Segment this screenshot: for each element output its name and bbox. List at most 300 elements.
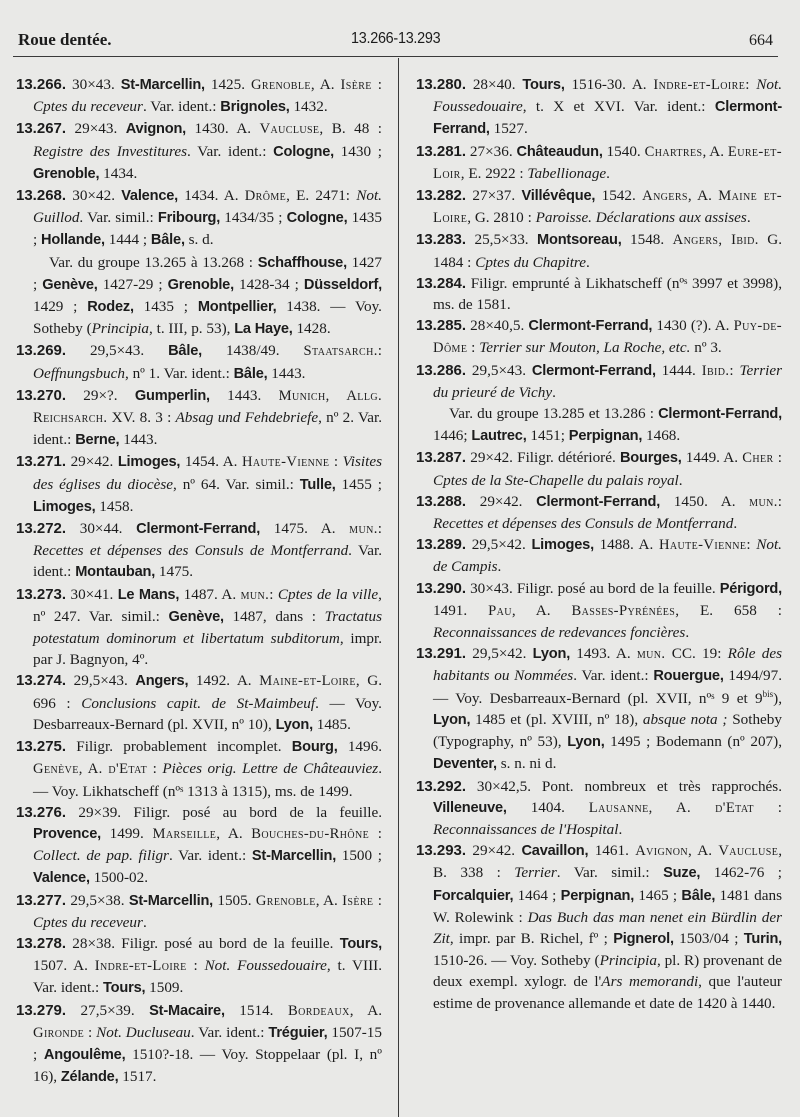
entry-text: 1462-76 ; <box>700 864 782 882</box>
entry-text: 1435 ; <box>133 298 198 316</box>
entry-text: , pl. R) provenant de deux exempl. xylogr. de l' <box>433 952 782 991</box>
entry-text: 28×38. Filigr. posé au bord de la feuille. <box>66 934 340 952</box>
source-title: Paroisse. Déclarations aux assises <box>535 209 747 227</box>
entry-text: 1430 ; <box>333 142 382 160</box>
place-name: Rouergue, <box>653 668 724 685</box>
entry-text: 29,5×43. <box>466 361 532 379</box>
variant-note <box>416 403 782 447</box>
entry-text: 1430 (?). A. <box>652 317 734 335</box>
place-name: Schaffhouse, <box>257 254 347 271</box>
place-name: Valence, <box>33 870 90 887</box>
entry-text: CC. 19: <box>665 645 728 663</box>
entry-text: . <box>678 471 683 489</box>
entry-text: 1461. <box>588 842 636 860</box>
entry-text: , impr. par B. Richel, fº ; <box>449 929 614 947</box>
place-name: Forcalquier, <box>433 887 514 904</box>
entry-text: : <box>269 585 278 603</box>
place-name: Bâle, <box>681 887 716 904</box>
place-name: Genève, <box>42 276 98 293</box>
entry-text: : <box>147 760 163 778</box>
entry-number: 13.276. <box>16 803 67 821</box>
entry-number: 13.278. <box>16 934 67 952</box>
page-header <box>13 26 778 57</box>
entry-text: 29,5×43. <box>66 672 136 690</box>
place-name: Villeneuve, <box>433 799 507 816</box>
archive-name: Basses-Pyrénées <box>571 602 676 619</box>
entry-text: : <box>773 449 782 467</box>
source-title: Rôle des habitants ou Nommées <box>433 645 782 685</box>
entry-number: 13.268. <box>16 187 67 205</box>
source-title: Visites des églises du diocèse <box>33 453 382 493</box>
entry-text: . <box>497 558 502 576</box>
archive-name: Indre-et-Loire <box>94 958 187 975</box>
entry-text: 30×44. <box>66 520 137 538</box>
entry-number: 13.286. <box>416 361 467 379</box>
source-title: Recettes et dépenses des Consuls de Montferrand <box>433 515 734 533</box>
entry-text: . Var. ident.: <box>573 667 654 685</box>
archive-name: Staatsarch. <box>303 343 378 360</box>
entry-text: 1464 ; <box>513 886 561 904</box>
catalogue-entry <box>16 1000 382 1089</box>
entry-number: 13.272. <box>16 520 67 538</box>
place-name: Le Mans, <box>117 586 180 603</box>
source-title: Not. Foussedouaire <box>433 76 782 116</box>
entry-text: 1487, dans : <box>223 607 325 625</box>
entry-text: 28×40,5. <box>466 317 529 335</box>
place-name: Genève, <box>168 608 224 625</box>
archive-name: Genève, A. d'Etat <box>33 761 148 778</box>
catalogue-entry <box>416 74 782 141</box>
archive-name: Marseille <box>152 825 217 842</box>
entry-text: : <box>745 76 757 93</box>
entry-text: : <box>371 76 382 93</box>
entry-text: 1434. A. <box>178 187 245 205</box>
source-title: Terrier du prieuré de Vichy <box>433 361 782 401</box>
entry-text: 1507-15 ; <box>33 1023 382 1063</box>
catalogue-entry <box>16 802 382 890</box>
entry-text: 29×?. <box>66 386 135 404</box>
place-name: Lyon, <box>275 716 313 733</box>
place-name: Bâle, <box>150 232 185 249</box>
place-name: Grenoble, <box>167 276 234 293</box>
place-name: Perpignan, <box>560 887 635 904</box>
entry-text: XV. 8. 3 : <box>107 409 176 427</box>
entry-text: 1488. A. <box>593 536 659 554</box>
place-name: Périgord, <box>719 580 782 597</box>
catalogue-entry <box>416 534 782 577</box>
source-title: Collect. de pap. filigr <box>33 847 169 865</box>
entry-text: ), <box>773 689 782 707</box>
archive-name: Ibid. <box>701 362 730 379</box>
entry-text: , t. VIII. Var. ident.: <box>33 957 382 997</box>
entry-text: . Var. ident.: <box>190 1023 269 1041</box>
place-name: Montpellier, <box>197 299 277 316</box>
archive-name: Maine-et-Loire <box>259 673 356 690</box>
entry-number: 13.284. <box>416 274 467 292</box>
catalogue-entry <box>416 643 782 775</box>
archive-name: Chartres <box>644 143 703 160</box>
catalogue-entry <box>16 933 382 1000</box>
source-title: Not. Ducluseau <box>96 1023 191 1041</box>
catalogue-entry <box>416 840 782 1014</box>
archive-name: Maine et-Loire <box>433 188 782 227</box>
source-title: Pièces orig. Lettre de Châteauviez <box>162 760 379 778</box>
catalogue-entry <box>16 584 382 671</box>
entry-text: 1458. <box>95 497 134 515</box>
entry-text: 1428. <box>292 320 331 338</box>
entry-text: . <box>618 820 623 838</box>
entry-text: 1449. A. <box>681 449 743 467</box>
entry-text: , t. III, p. 53), <box>149 320 235 338</box>
entry-text: 29×39. Filigr. posé au bord de la feuille. <box>66 803 382 821</box>
archive-name: mun. <box>636 646 666 663</box>
catalogue-entry <box>16 118 382 185</box>
entry-text: , E. 2471: <box>286 187 357 205</box>
place-name: St-Macaire, <box>149 1002 225 1019</box>
entry-text: 29×42. Filigr. détérioré. <box>466 449 620 467</box>
place-name: Tulle, <box>299 476 336 493</box>
place-name: Clermont-Ferrand, <box>658 406 782 423</box>
entry-text: , A. <box>310 76 341 93</box>
entry-text: : <box>329 453 343 471</box>
entry-number: 13.271. <box>16 453 67 471</box>
entry-text: : <box>729 361 740 379</box>
archive-name: Isère <box>342 892 374 909</box>
archive-name: Vaucluse <box>718 843 779 860</box>
right-column <box>416 74 782 1014</box>
place-name: Rodez, <box>87 299 134 316</box>
entry-text: Var. du groupe 13.265 à 13.268 : <box>49 253 258 271</box>
catalogue-entry <box>416 315 782 359</box>
entry-text: 1475. A. <box>260 520 350 538</box>
entry-text: , B. 48 : <box>319 120 382 138</box>
place-name: Berne, <box>75 432 120 449</box>
place-name: Deventer, <box>433 756 497 773</box>
entry-number: 13.266. <box>16 76 67 93</box>
entry-text: Var. du groupe 13.285 et 13.286 : <box>449 405 659 423</box>
entry-text: 1485 et (pl. XVIII, nº 18), <box>470 710 643 728</box>
source-title: Cptes de la ville <box>277 585 379 603</box>
place-name: Provence, <box>33 825 101 842</box>
catalogue-entry <box>416 141 782 185</box>
place-name: Bourges, <box>619 450 682 467</box>
place-name: Limoges, <box>531 537 594 554</box>
entry-text: . <box>685 624 690 642</box>
entry-text: 27,5×39. <box>66 1001 150 1019</box>
place-name: Lyon, <box>433 711 471 728</box>
place-name: Lautrec, <box>471 428 527 445</box>
entry-number: 13.290. <box>416 579 467 597</box>
entry-text: , A. <box>687 187 719 205</box>
source-title: Ars memorandi <box>601 973 699 991</box>
entry-text: 1510-26. — Voy. Sotheby ( <box>433 952 600 970</box>
entry-text: 1438. — Voy. Sotheby ( <box>33 298 382 338</box>
place-name: Zélande, <box>60 1069 119 1086</box>
entry-text: 1540. <box>602 142 645 160</box>
entry-text: 1500 ; <box>336 847 382 865</box>
place-name: Suze, <box>663 865 701 882</box>
archive-name: mun. <box>240 586 270 603</box>
catalogue-entry <box>416 578 782 644</box>
entry-text: 1499. <box>100 824 153 842</box>
left-column <box>16 74 382 1088</box>
entry-text: . Var. ident.: <box>33 542 383 581</box>
place-name: Grenoble, <box>33 165 100 182</box>
entry-text: 1430. A. <box>186 120 260 138</box>
place-name: Châteaudun, <box>516 143 603 160</box>
place-name: Cavaillon, <box>521 843 589 860</box>
entry-text: , que l'auteur estime de provenance allemande et date de 1420 à 1440. <box>433 973 782 1012</box>
entry-text: 1443. <box>209 386 279 404</box>
place-name: Montsoreau, <box>537 232 622 249</box>
entry-text: 1527. <box>489 120 528 138</box>
place-name: Perpignan, <box>568 428 643 445</box>
entry-text: , nº 1. Var. ident.: <box>124 364 234 382</box>
place-name: Düsseldorf, <box>303 276 383 293</box>
entry-text: s. d. <box>184 231 214 249</box>
catalogue-entry <box>416 273 782 315</box>
entry-text: 30×41. <box>66 585 118 603</box>
entry-text: 29×43. <box>66 120 126 138</box>
entry-text: : <box>84 1023 97 1041</box>
entry-text: 1428-34 ; <box>233 275 304 293</box>
archive-name: Cher <box>742 450 774 467</box>
entry-text: : <box>746 536 757 554</box>
entry-text: 25,5×33. <box>466 231 538 249</box>
archive-name: Bordeaux <box>287 1002 350 1019</box>
place-name: Clermont-Ferrand, <box>528 318 653 335</box>
catalogue-entry <box>16 74 382 118</box>
archive-name: Vaucluse <box>259 121 320 138</box>
entry-text: , nº 2. Var. ident.: <box>33 409 382 449</box>
entry-text: 1427-29 ; <box>97 275 168 293</box>
place-name: Bourg, <box>291 739 338 756</box>
place-name: Bâle, <box>233 365 268 382</box>
place-name: St-Marcellin, <box>128 892 214 909</box>
archive-name: Grenoble <box>255 892 316 909</box>
source-title: absque nota ; <box>642 710 728 728</box>
entry-text: 1496. <box>337 738 383 756</box>
entry-text: 1444. <box>655 361 702 379</box>
entry-text: : <box>467 339 480 357</box>
source-title: Tractatus potestatum dominorum et libertatum subditorum <box>33 607 382 648</box>
place-name: La Haye, <box>234 321 293 338</box>
entry-text: . <box>586 253 590 271</box>
entry-text: s. n. ni d. <box>496 755 557 773</box>
source-title: Cptes du receveur <box>33 98 143 116</box>
archive-name: Munich, Allg. Reichsarch. <box>33 387 382 427</box>
entry-number: 13.293. <box>416 842 467 860</box>
entry-text: 29,5×38. <box>66 891 129 909</box>
archive-name: Haute-Vienne <box>241 454 330 471</box>
source-title: Cptes du Chapitre <box>475 253 587 271</box>
catalogue-entry <box>416 360 782 403</box>
entry-text: 1465 ; <box>634 886 682 904</box>
entry-text: 1505. <box>213 891 256 909</box>
source-title: Conclusions capit. de St-Maimbeuf <box>81 694 316 712</box>
entry-text: 29,5×42. <box>466 645 533 663</box>
archive-name: Puy-de-Dôme <box>433 318 782 357</box>
catalogue-entry <box>16 736 382 802</box>
place-name: Clermont-Ferrand, <box>531 362 656 379</box>
catalogue-entry <box>16 340 382 384</box>
running-title: Roue dentée. <box>18 30 112 49</box>
entry-number: 13.279. <box>16 1001 67 1019</box>
entry-text: 1455 ; <box>335 475 382 493</box>
place-name: St-Marcellin, <box>120 77 205 93</box>
archive-name: Angers, Ibid. <box>672 232 759 249</box>
entry-text: 1514. <box>224 1001 288 1019</box>
entry-text: Filigr. probablement incomplet. <box>66 738 292 756</box>
place-name: Tours, <box>339 935 382 952</box>
entry-text: 29×42. <box>466 842 522 860</box>
catalogue-entry <box>416 185 782 229</box>
entry-text: : <box>377 520 382 538</box>
entry-text: 29×42. <box>466 492 537 510</box>
place-name: Turin, <box>743 930 783 947</box>
entry-number: 13.273. <box>16 585 67 603</box>
entry-text: , E. 658 : <box>675 601 782 619</box>
variant-note <box>16 252 382 341</box>
entry-text: 27×36. <box>466 142 517 160</box>
entry-text: : <box>369 824 382 842</box>
archive-name: Haute-Vienne <box>658 537 747 554</box>
entry-text: 1434/35 ; <box>220 209 287 227</box>
entry-text: 1517. <box>118 1068 157 1086</box>
catalogue-entry <box>416 491 782 534</box>
entry-text: , A. <box>511 601 572 619</box>
entry-text: 1468. <box>642 427 681 445</box>
entry-number: 13.275. <box>16 738 67 756</box>
entry-text: 1510?-18. — Voy. Stoppelaar (pl. I, nº 16), <box>33 1045 382 1086</box>
entry-text: 1507. A. <box>33 957 95 975</box>
entry-text: 1493. A. <box>570 645 637 663</box>
entry-text: 1491. <box>433 601 489 619</box>
place-name: Clermont-Ferrand, <box>433 99 782 138</box>
superscript: bis <box>762 688 774 699</box>
entry-text: : <box>753 798 782 816</box>
catalogue-entry <box>16 518 382 584</box>
place-name: Bâle, <box>168 343 202 360</box>
entry-text: , A. <box>315 891 343 909</box>
entry-text: Filigr. emprunté à Likhatscheff (nºˢ 3997 et 3998), ms. de 1581. <box>433 274 782 314</box>
place-name: Limoges, <box>33 498 96 515</box>
page-number: 664 <box>749 32 773 49</box>
entry-text: 1434. <box>99 164 138 182</box>
catalogue-entry <box>16 385 382 452</box>
entry-text: 1438/49. <box>201 342 304 360</box>
entry-text: . Var. ident.: <box>168 847 252 865</box>
entry-text: . <box>142 913 147 931</box>
catalogue-entry <box>16 890 382 933</box>
source-title: Oeffnungsbuch <box>33 364 125 382</box>
source-title: Not. Foussedouaire <box>204 957 327 975</box>
entry-number: 13.277. <box>16 891 67 909</box>
entry-number: 13.283. <box>416 231 467 249</box>
entry-text: 1450. A. <box>660 492 750 510</box>
place-name: Fribourg, <box>157 210 221 227</box>
entry-text: 27×37. <box>466 187 522 205</box>
entry-text: 1451; <box>526 427 569 445</box>
entry-text: : <box>377 342 382 360</box>
entry-text: 28×40. <box>466 76 523 93</box>
archive-name: mun. <box>349 521 378 538</box>
entry-text: 30×43. Filigr. posé au bord de la feuille. <box>466 579 720 597</box>
entry-text: 1516-30. A. <box>564 76 654 93</box>
entry-text: : <box>186 957 205 975</box>
place-name: Villévêque, <box>521 188 596 205</box>
place-name: Avignon, <box>125 121 187 138</box>
place-name: Tours, <box>103 980 146 997</box>
entry-text: 1481 dans W. Rolewink : <box>433 886 782 926</box>
place-name: Clermont-Ferrand, <box>536 493 661 510</box>
entry-text: . Var. simil.: <box>79 209 158 227</box>
archive-name: Gironde <box>33 1024 85 1041</box>
entry-number: 13.291. <box>416 645 467 663</box>
entry-text: 1494/97. — Voy. Desbarreaux-Bernard (pl. XVII, nºˢ 9 et 9 <box>433 667 782 707</box>
archive-name: Angers <box>642 188 688 205</box>
entry-text: 1542. <box>595 187 643 205</box>
entry-text: , A. <box>349 1001 382 1019</box>
entry-text: 1475. <box>155 563 194 581</box>
entry-text: 1485. <box>312 715 351 733</box>
entry-text: : <box>777 492 782 510</box>
source-title: Das Buch das man nenet ein Bürdlin der Zit <box>433 908 783 947</box>
source-title: Reconnaissances de redevances foncières <box>433 624 686 642</box>
entry-text: , t. X et XVI. Var. ident.: <box>522 98 715 116</box>
catalogue-entry <box>16 670 382 736</box>
source-title: Absag und Fehdebriefe <box>175 409 319 427</box>
place-name: Brignoles, <box>220 99 290 116</box>
entry-text: , A. <box>687 842 719 860</box>
entry-text: 1509. <box>145 979 184 997</box>
entry-text: 1404. <box>506 798 589 816</box>
place-name: Gumperlin, <box>134 387 210 404</box>
source-title: Cptes de la Ste-Chapelle du palais royal <box>433 471 679 489</box>
archive-name: Isère <box>340 77 372 93</box>
source-title: Principia <box>91 320 150 338</box>
place-name: Cologne, <box>286 210 348 227</box>
entry-text: 1435 ; <box>33 209 382 249</box>
catalogue-entry <box>16 185 382 252</box>
source-title: Not. Guillod <box>33 187 382 227</box>
entry-text: , A. <box>702 142 728 160</box>
place-name: Limoges, <box>117 454 181 471</box>
entry-number: 13.269. <box>16 342 67 360</box>
entry-text: 1446; <box>433 427 472 445</box>
entry-text: 1425. <box>204 76 251 93</box>
entry-text: 1500-02. <box>89 869 149 887</box>
entry-text: 1548. <box>621 231 673 249</box>
source-title: Registre des Investitures <box>33 142 188 160</box>
entry-number: 13.285. <box>416 317 467 335</box>
entry-text: . — Voy. Desbarreaux-Bernard (pl. XVII, nº 10), <box>33 694 382 733</box>
place-name: Tréguier, <box>268 1024 328 1041</box>
entry-text: 30×43. <box>66 76 121 93</box>
entry-text: 1427 ; <box>33 253 382 293</box>
entry-text: . <box>733 515 738 533</box>
archive-name: mun. <box>749 493 778 510</box>
entry-text: 1503/04 ; <box>673 929 744 947</box>
source-title: Cptes du receveur <box>33 913 143 931</box>
entry-text: 29×42. <box>66 453 118 471</box>
archive-name: Bouches-du-Rhône <box>251 825 370 842</box>
entry-text: 1454. A. <box>180 453 242 471</box>
entry-text: , A. <box>216 824 252 842</box>
entry-text: . Var. ident.: <box>142 98 221 116</box>
entry-text: 1495 ; Bodemann (nº 207), <box>604 733 782 751</box>
place-name: Angers, <box>135 673 189 690</box>
